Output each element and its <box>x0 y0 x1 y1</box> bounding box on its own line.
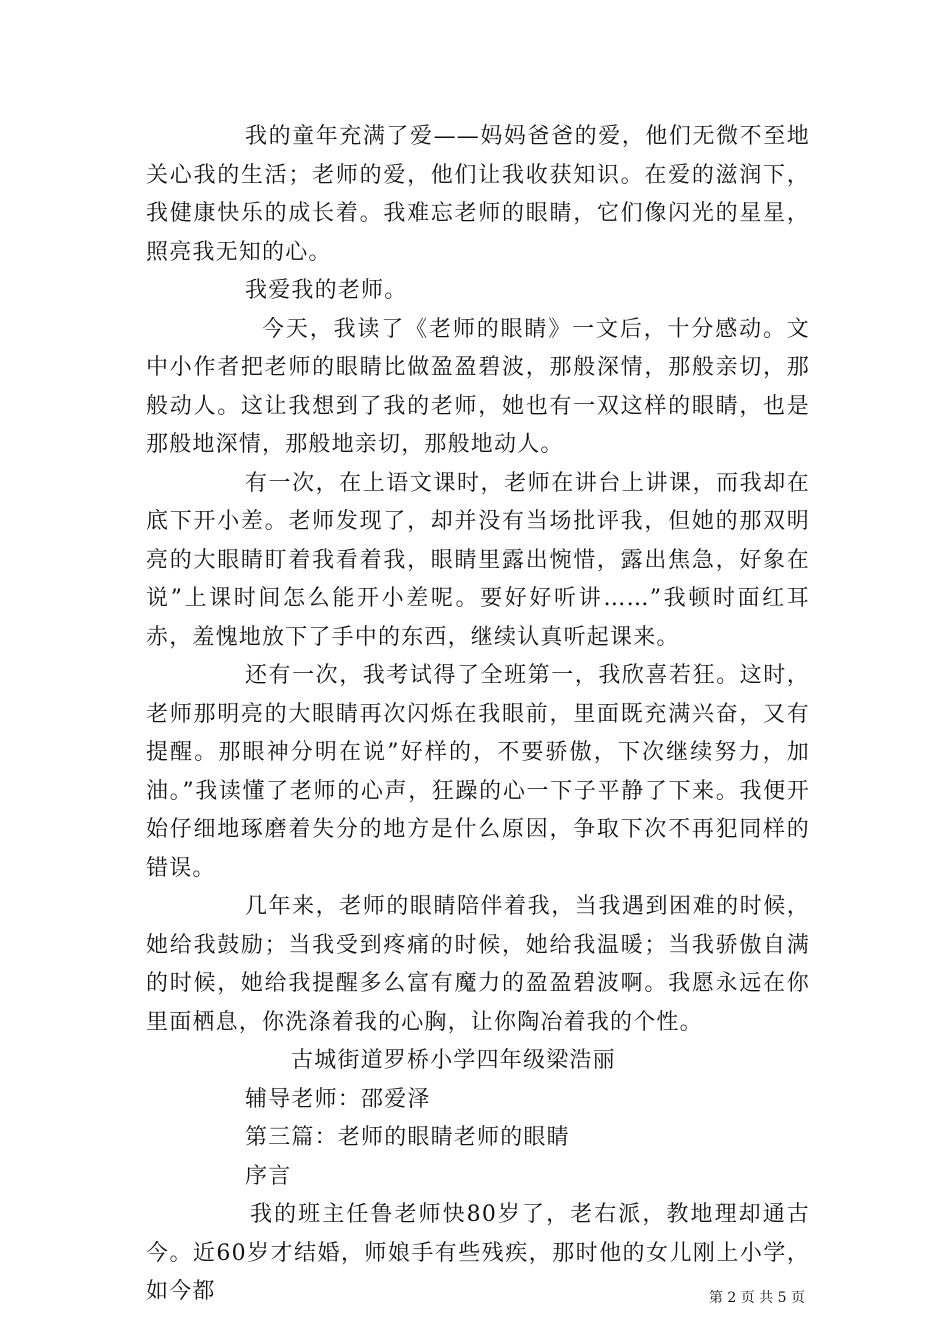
paragraph-childhood-love: 我的童年充满了爱——妈妈爸爸的爱，他们无微不至地关心我的生活；老师的爱，他们让我收获知识。在爱的滋润下，我健康快乐的成长着。我难忘老师的眼睛，它们像闪光的星星，照亮我无知的心。 <box>146 124 810 265</box>
paragraph-once-class: 有一次，在上语文课时，老师在讲台上讲课，而我却在底下开小差。老师发现了，却并没有当场批评我，但她的那双明亮的大眼睛盯着我看着我，眼睛里露出惋惜，露出焦急，好象在说”上课时间怎么能开小差呢。要好好听讲……”我顿时面红耳赤，羞愧地放下了手中的东西，继续认真听起课来。 <box>146 470 810 650</box>
advisor-line: 辅导老师：邵爱泽 <box>245 1086 431 1112</box>
paragraph-love-teacher: 我爱我的老师。 <box>245 278 408 303</box>
section-heading-third: 第三篇：老师的眼睛老师的眼睛 <box>245 1125 570 1150</box>
paragraph-teacher-lu: 我的班主任鲁老师快80岁了，老右派，教地理却通古今。近60岁才结婚，师娘手有些残疾，那时他的女儿刚上小学，如今都 <box>146 1202 810 1304</box>
preface-heading: 序言 <box>245 1163 292 1189</box>
paragraph-today-read: 今天，我读了《老师的眼睛》一文后，十分感动。文中小作者把老师的眼睛比做盈盈碧波，那般深情，那般亲切，那般动人。这让我想到了我的老师，她也有一双这样的眼睛，也是那般地深情，那般地亲切，那般地动人。 <box>146 316 810 457</box>
paragraph-years-eyes: 几年来，老师的眼睛陪伴着我，当我遇到困难的时候，她给我鼓励；当我受到疼痛的时候，她给我温暖；当我骄傲自满的时候，她给我提醒多么富有魔力的盈盈碧波啊。我愿永远在你里面栖息，你洗涤着我的心胸，让你陶冶着我的个性。 <box>146 894 810 1035</box>
paragraph-exam-first: 还有一次，我考试得了全班第一，我欣喜若狂。这时，老师那明亮的大眼睛再次闪烁在我眼前，里面既充满兴奋，又有提醒。那眼神分明在说”好样的，不要骄傲，下次继续努力，加油。”我读懂了老师的心声，狂躁的心一下子平静了下来。我便开始仔细地琢磨着失分的地方是什么原因，争取下次不再犯同样的错误。 <box>146 663 810 881</box>
page-number-footer: 第 2 页 共 5 页 <box>708 1290 805 1306</box>
article-body <box>146 118 810 1312</box>
author-signature: 古城街道罗桥小学四年级梁浩丽 <box>291 1048 616 1073</box>
